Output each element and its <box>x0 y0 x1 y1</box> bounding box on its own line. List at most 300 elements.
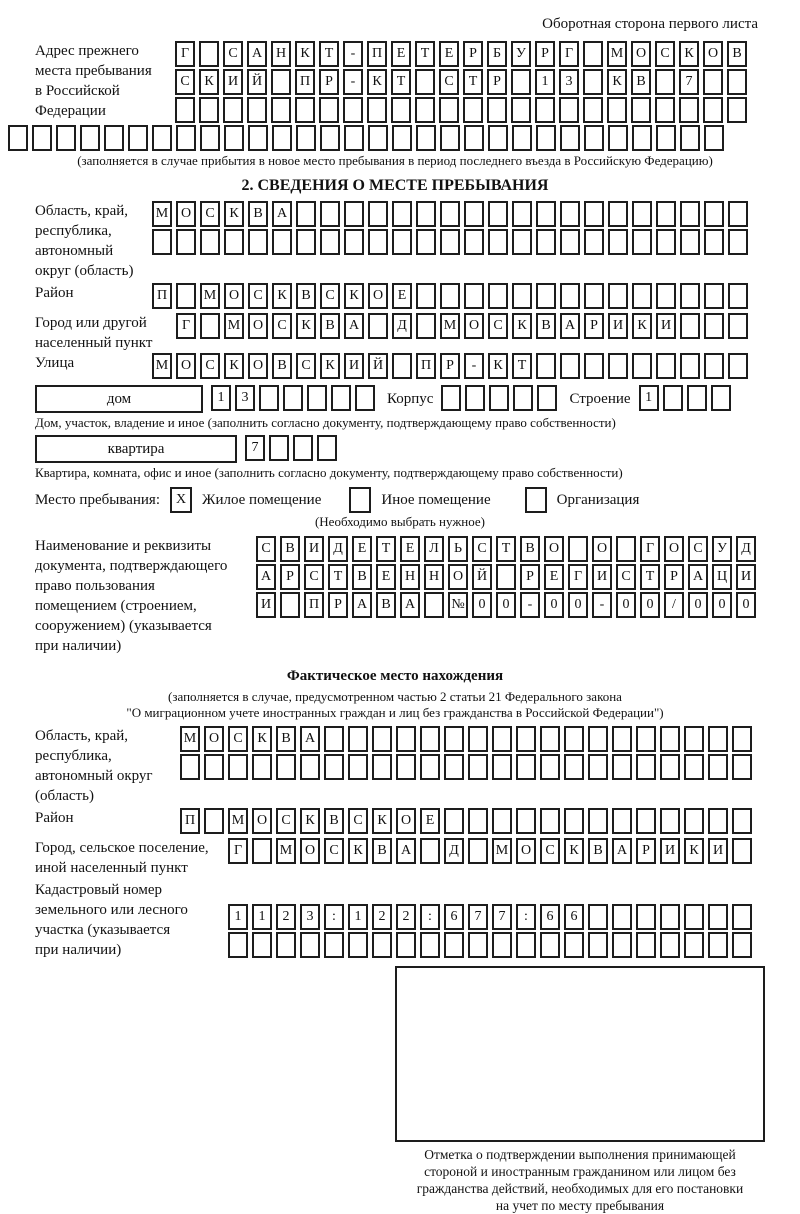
char-cell[interactable]: У <box>712 536 732 562</box>
char-cell[interactable]: О <box>592 536 612 562</box>
char-cell[interactable] <box>200 229 220 255</box>
char-cell[interactable]: М <box>180 726 200 752</box>
char-cell[interactable] <box>396 726 416 752</box>
char-cell[interactable] <box>560 283 580 309</box>
char-cell[interactable]: - <box>464 353 484 379</box>
char-cell[interactable]: / <box>664 592 684 618</box>
char-cell[interactable] <box>588 904 608 930</box>
char-cell[interactable] <box>8 125 28 151</box>
char-cell[interactable] <box>732 754 752 780</box>
char-cell[interactable]: С <box>472 536 492 562</box>
char-cell[interactable] <box>344 125 364 151</box>
char-cell[interactable] <box>152 229 172 255</box>
char-cell[interactable]: Е <box>544 564 564 590</box>
char-cell[interactable] <box>512 125 532 151</box>
char-cell[interactable] <box>463 97 483 123</box>
char-cell[interactable] <box>367 97 387 123</box>
char-cell[interactable] <box>348 754 368 780</box>
char-cell[interactable]: К <box>344 283 364 309</box>
char-cell[interactable] <box>348 932 368 958</box>
char-cell[interactable] <box>465 385 485 411</box>
char-cell[interactable] <box>656 229 676 255</box>
char-cell[interactable] <box>708 904 728 930</box>
char-cell[interactable]: У <box>511 41 531 67</box>
char-cell[interactable]: И <box>656 313 676 339</box>
char-cell[interactable]: Р <box>328 592 348 618</box>
char-cell[interactable] <box>708 726 728 752</box>
char-cell[interactable]: К <box>564 838 584 864</box>
char-cell[interactable]: К <box>348 838 368 864</box>
char-cell[interactable] <box>128 125 148 151</box>
char-cell[interactable] <box>583 69 603 95</box>
char-cell[interactable]: П <box>295 69 315 95</box>
char-cell[interactable] <box>444 754 464 780</box>
char-cell[interactable]: 1 <box>228 904 248 930</box>
char-cell[interactable] <box>612 808 632 834</box>
char-cell[interactable]: Т <box>328 564 348 590</box>
char-cell[interactable]: С <box>304 564 324 590</box>
char-cell[interactable]: П <box>367 41 387 67</box>
char-cell[interactable]: А <box>256 564 276 590</box>
char-cell[interactable] <box>176 283 196 309</box>
char-cell[interactable] <box>420 838 440 864</box>
char-cell[interactable] <box>392 125 412 151</box>
char-cell[interactable] <box>296 229 316 255</box>
char-cell[interactable]: Д <box>392 313 412 339</box>
char-cell[interactable] <box>728 353 748 379</box>
char-cell[interactable] <box>512 283 532 309</box>
char-cell[interactable] <box>283 385 303 411</box>
char-cell[interactable] <box>711 385 731 411</box>
char-cell[interactable]: М <box>440 313 460 339</box>
char-cell[interactable]: С <box>276 808 296 834</box>
char-cell[interactable] <box>391 97 411 123</box>
char-cell[interactable] <box>368 229 388 255</box>
char-cell[interactable] <box>468 726 488 752</box>
char-cell[interactable] <box>516 808 536 834</box>
char-cell[interactable] <box>704 201 724 227</box>
char-cell[interactable]: 0 <box>472 592 492 618</box>
char-cell[interactable]: Й <box>247 69 267 95</box>
char-cell[interactable]: 0 <box>544 592 564 618</box>
char-cell[interactable]: Ц <box>712 564 732 590</box>
char-cell[interactable] <box>564 754 584 780</box>
char-cell[interactable] <box>513 385 533 411</box>
char-cell[interactable] <box>440 229 460 255</box>
char-cell[interactable] <box>368 313 388 339</box>
char-cell[interactable] <box>560 229 580 255</box>
char-cell[interactable]: Т <box>415 41 435 67</box>
char-cell[interactable]: С <box>324 838 344 864</box>
char-cell[interactable] <box>584 353 604 379</box>
char-cell[interactable] <box>496 564 516 590</box>
char-cell[interactable] <box>703 97 723 123</box>
char-cell[interactable]: Г <box>640 536 660 562</box>
char-cell[interactable] <box>680 353 700 379</box>
char-cell[interactable]: О <box>448 564 468 590</box>
char-cell[interactable] <box>608 353 628 379</box>
char-cell[interactable]: В <box>376 592 396 618</box>
char-cell[interactable] <box>272 125 292 151</box>
char-cell[interactable] <box>656 353 676 379</box>
char-cell[interactable]: С <box>348 808 368 834</box>
char-cell[interactable] <box>415 69 435 95</box>
char-cell[interactable]: Н <box>271 41 291 67</box>
char-cell[interactable] <box>223 97 243 123</box>
char-cell[interactable] <box>488 201 508 227</box>
char-cell[interactable]: К <box>684 838 704 864</box>
char-cell[interactable]: С <box>540 838 560 864</box>
char-cell[interactable] <box>248 125 268 151</box>
char-cell[interactable] <box>608 201 628 227</box>
char-cell[interactable] <box>728 283 748 309</box>
char-cell[interactable]: О <box>631 41 651 67</box>
char-cell[interactable] <box>655 69 675 95</box>
char-cell[interactable]: Р <box>636 838 656 864</box>
char-cell[interactable]: О <box>176 353 196 379</box>
char-cell[interactable]: Р <box>520 564 540 590</box>
char-cell[interactable]: К <box>367 69 387 95</box>
char-cell[interactable]: Е <box>352 536 372 562</box>
char-cell[interactable] <box>464 201 484 227</box>
char-cell[interactable] <box>612 726 632 752</box>
char-cell[interactable] <box>512 201 532 227</box>
char-cell[interactable] <box>343 97 363 123</box>
char-cell[interactable]: А <box>272 201 292 227</box>
char-cell[interactable]: В <box>280 536 300 562</box>
char-cell[interactable]: Т <box>319 41 339 67</box>
char-cell[interactable] <box>680 229 700 255</box>
char-cell[interactable]: Н <box>400 564 420 590</box>
char-cell[interactable]: О <box>252 808 272 834</box>
char-cell[interactable]: Д <box>444 838 464 864</box>
char-cell[interactable] <box>588 808 608 834</box>
char-cell[interactable] <box>296 201 316 227</box>
char-cell[interactable] <box>300 754 320 780</box>
char-cell[interactable]: 7 <box>468 904 488 930</box>
char-cell[interactable] <box>440 283 460 309</box>
char-cell[interactable] <box>636 726 656 752</box>
char-cell[interactable] <box>560 201 580 227</box>
char-cell[interactable]: А <box>247 41 267 67</box>
char-cell[interactable]: А <box>344 313 364 339</box>
char-cell[interactable]: Т <box>512 353 532 379</box>
char-cell[interactable]: Г <box>568 564 588 590</box>
char-cell[interactable]: С <box>223 41 243 67</box>
char-cell[interactable] <box>489 385 509 411</box>
char-cell[interactable] <box>708 808 728 834</box>
char-cell[interactable] <box>252 932 272 958</box>
char-cell[interactable]: Е <box>439 41 459 67</box>
char-cell[interactable]: И <box>736 564 756 590</box>
char-cell[interactable]: Г <box>176 313 196 339</box>
char-cell[interactable] <box>687 385 707 411</box>
char-cell[interactable]: П <box>152 283 172 309</box>
char-cell[interactable]: О <box>544 536 564 562</box>
char-cell[interactable] <box>612 932 632 958</box>
char-cell[interactable]: С <box>272 313 292 339</box>
char-cell[interactable]: А <box>300 726 320 752</box>
char-cell[interactable] <box>564 932 584 958</box>
char-cell[interactable]: И <box>223 69 243 95</box>
char-cell[interactable] <box>632 353 652 379</box>
char-cell[interactable] <box>537 385 557 411</box>
char-cell[interactable]: В <box>520 536 540 562</box>
char-cell[interactable]: С <box>688 536 708 562</box>
char-cell[interactable] <box>293 435 313 461</box>
char-cell[interactable]: В <box>276 726 296 752</box>
char-cell[interactable]: О <box>176 201 196 227</box>
char-cell[interactable] <box>415 97 435 123</box>
char-cell[interactable]: М <box>200 283 220 309</box>
char-cell[interactable] <box>317 435 337 461</box>
char-cell[interactable] <box>468 838 488 864</box>
char-cell[interactable]: В <box>352 564 372 590</box>
char-cell[interactable]: И <box>304 536 324 562</box>
char-cell[interactable]: 0 <box>616 592 636 618</box>
char-cell[interactable]: К <box>199 69 219 95</box>
char-cell[interactable] <box>583 97 603 123</box>
char-cell[interactable] <box>247 97 267 123</box>
char-cell[interactable] <box>320 229 340 255</box>
char-cell[interactable] <box>348 726 368 752</box>
char-cell[interactable]: : <box>324 904 344 930</box>
char-cell[interactable] <box>416 125 436 151</box>
char-cell[interactable] <box>252 838 272 864</box>
char-cell[interactable] <box>512 229 532 255</box>
char-cell[interactable] <box>660 932 680 958</box>
char-cell[interactable] <box>396 932 416 958</box>
char-cell[interactable]: В <box>320 313 340 339</box>
char-cell[interactable]: 3 <box>235 385 255 411</box>
char-cell[interactable] <box>636 932 656 958</box>
char-cell[interactable] <box>632 201 652 227</box>
char-cell[interactable] <box>444 932 464 958</box>
char-cell[interactable] <box>224 229 244 255</box>
char-cell[interactable]: 7 <box>679 69 699 95</box>
char-cell[interactable]: 6 <box>564 904 584 930</box>
char-cell[interactable] <box>200 313 220 339</box>
char-cell[interactable] <box>608 229 628 255</box>
char-cell[interactable] <box>732 932 752 958</box>
char-cell[interactable] <box>396 754 416 780</box>
char-cell[interactable] <box>536 201 556 227</box>
char-cell[interactable] <box>704 353 724 379</box>
char-cell[interactable]: Г <box>175 41 195 67</box>
char-cell[interactable] <box>680 201 700 227</box>
char-cell[interactable]: К <box>300 808 320 834</box>
char-cell[interactable] <box>536 353 556 379</box>
char-cell[interactable] <box>732 808 752 834</box>
char-cell[interactable]: О <box>396 808 416 834</box>
char-cell[interactable] <box>199 97 219 123</box>
char-cell[interactable]: О <box>224 283 244 309</box>
char-cell[interactable]: 7 <box>492 904 512 930</box>
char-cell[interactable] <box>511 97 531 123</box>
char-cell[interactable] <box>588 932 608 958</box>
char-cell[interactable]: Й <box>472 564 492 590</box>
char-cell[interactable]: Л <box>424 536 444 562</box>
char-cell[interactable] <box>728 313 748 339</box>
char-cell[interactable]: В <box>296 283 316 309</box>
char-cell[interactable]: 1 <box>535 69 555 95</box>
char-cell[interactable] <box>612 904 632 930</box>
char-cell[interactable] <box>296 125 316 151</box>
char-cell[interactable]: О <box>300 838 320 864</box>
char-cell[interactable]: К <box>679 41 699 67</box>
char-cell[interactable]: И <box>660 838 680 864</box>
char-cell[interactable]: 0 <box>568 592 588 618</box>
char-cell[interactable] <box>271 69 291 95</box>
char-cell[interactable] <box>680 125 700 151</box>
char-cell[interactable]: С <box>296 353 316 379</box>
char-cell[interactable] <box>704 125 724 151</box>
char-cell[interactable] <box>656 125 676 151</box>
char-cell[interactable] <box>324 726 344 752</box>
char-cell[interactable]: Е <box>420 808 440 834</box>
char-cell[interactable] <box>372 726 392 752</box>
char-cell[interactable] <box>320 125 340 151</box>
char-cell[interactable] <box>663 385 683 411</box>
char-cell[interactable] <box>704 313 724 339</box>
checkbox-organizatsiya[interactable] <box>525 487 547 513</box>
char-cell[interactable] <box>684 808 704 834</box>
char-cell[interactable] <box>536 125 556 151</box>
checkbox-inoe[interactable] <box>349 487 371 513</box>
char-cell[interactable] <box>420 726 440 752</box>
char-cell[interactable]: А <box>352 592 372 618</box>
char-cell[interactable]: И <box>256 592 276 618</box>
char-cell[interactable] <box>516 754 536 780</box>
char-cell[interactable] <box>468 754 488 780</box>
char-cell[interactable]: М <box>152 201 172 227</box>
char-cell[interactable] <box>204 808 224 834</box>
char-cell[interactable]: С <box>200 201 220 227</box>
char-cell[interactable] <box>492 808 512 834</box>
char-cell[interactable]: М <box>607 41 627 67</box>
char-cell[interactable]: О <box>248 313 268 339</box>
char-cell[interactable]: - <box>520 592 540 618</box>
char-cell[interactable] <box>616 536 636 562</box>
char-cell[interactable] <box>608 125 628 151</box>
char-cell[interactable]: Т <box>391 69 411 95</box>
char-cell[interactable] <box>372 932 392 958</box>
char-cell[interactable]: В <box>536 313 556 339</box>
char-cell[interactable] <box>607 97 627 123</box>
char-cell[interactable] <box>56 125 76 151</box>
char-cell[interactable] <box>535 97 555 123</box>
char-cell[interactable] <box>516 726 536 752</box>
char-cell[interactable]: : <box>420 904 440 930</box>
char-cell[interactable]: Б <box>487 41 507 67</box>
char-cell[interactable] <box>536 283 556 309</box>
char-cell[interactable] <box>416 313 436 339</box>
char-cell[interactable]: А <box>560 313 580 339</box>
char-cell[interactable] <box>420 932 440 958</box>
char-cell[interactable]: Р <box>440 353 460 379</box>
char-cell[interactable] <box>372 754 392 780</box>
char-cell[interactable]: Д <box>328 536 348 562</box>
char-cell[interactable]: К <box>372 808 392 834</box>
char-cell[interactable] <box>488 229 508 255</box>
char-cell[interactable]: 2 <box>372 904 392 930</box>
char-cell[interactable] <box>224 125 244 151</box>
char-cell[interactable]: 6 <box>540 904 560 930</box>
char-cell[interactable] <box>564 808 584 834</box>
char-cell[interactable] <box>468 932 488 958</box>
char-cell[interactable] <box>708 932 728 958</box>
char-cell[interactable] <box>727 69 747 95</box>
char-cell[interactable] <box>392 353 412 379</box>
char-cell[interactable]: О <box>516 838 536 864</box>
char-cell[interactable]: Е <box>400 536 420 562</box>
char-cell[interactable] <box>656 283 676 309</box>
char-cell[interactable]: Р <box>280 564 300 590</box>
char-cell[interactable]: И <box>592 564 612 590</box>
char-cell[interactable]: С <box>655 41 675 67</box>
char-cell[interactable] <box>180 754 200 780</box>
char-cell[interactable]: О <box>204 726 224 752</box>
char-cell[interactable] <box>559 97 579 123</box>
char-cell[interactable]: А <box>400 592 420 618</box>
char-cell[interactable]: Ь <box>448 536 468 562</box>
char-cell[interactable]: 1 <box>348 904 368 930</box>
char-cell[interactable]: К <box>224 201 244 227</box>
char-cell[interactable]: И <box>708 838 728 864</box>
char-cell[interactable] <box>684 726 704 752</box>
char-cell[interactable]: К <box>296 313 316 339</box>
char-cell[interactable]: В <box>272 353 292 379</box>
char-cell[interactable] <box>420 754 440 780</box>
char-cell[interactable] <box>276 754 296 780</box>
char-cell[interactable] <box>416 229 436 255</box>
char-cell[interactable] <box>439 97 459 123</box>
char-cell[interactable] <box>492 726 512 752</box>
char-cell[interactable]: С <box>320 283 340 309</box>
char-cell[interactable]: В <box>727 41 747 67</box>
char-cell[interactable]: - <box>343 69 363 95</box>
char-cell[interactable] <box>252 754 272 780</box>
char-cell[interactable]: Е <box>391 41 411 67</box>
char-cell[interactable]: Г <box>228 838 248 864</box>
char-cell[interactable]: Е <box>392 283 412 309</box>
char-cell[interactable] <box>271 97 291 123</box>
char-cell[interactable] <box>636 808 656 834</box>
char-cell[interactable]: 7 <box>245 435 265 461</box>
char-cell[interactable] <box>487 97 507 123</box>
char-cell[interactable]: 2 <box>276 904 296 930</box>
char-cell[interactable] <box>280 592 300 618</box>
char-cell[interactable] <box>269 435 289 461</box>
char-cell[interactable] <box>228 754 248 780</box>
char-cell[interactable]: - <box>343 41 363 67</box>
char-cell[interactable] <box>660 726 680 752</box>
char-cell[interactable] <box>588 754 608 780</box>
char-cell[interactable] <box>704 283 724 309</box>
char-cell[interactable] <box>331 385 351 411</box>
char-cell[interactable] <box>540 932 560 958</box>
char-cell[interactable] <box>307 385 327 411</box>
char-cell[interactable] <box>300 932 320 958</box>
char-cell[interactable] <box>511 69 531 95</box>
char-cell[interactable] <box>368 201 388 227</box>
char-cell[interactable] <box>488 283 508 309</box>
char-cell[interactable] <box>392 229 412 255</box>
char-cell[interactable]: А <box>688 564 708 590</box>
char-cell[interactable] <box>200 125 220 151</box>
char-cell[interactable]: Й <box>368 353 388 379</box>
char-cell[interactable] <box>464 125 484 151</box>
